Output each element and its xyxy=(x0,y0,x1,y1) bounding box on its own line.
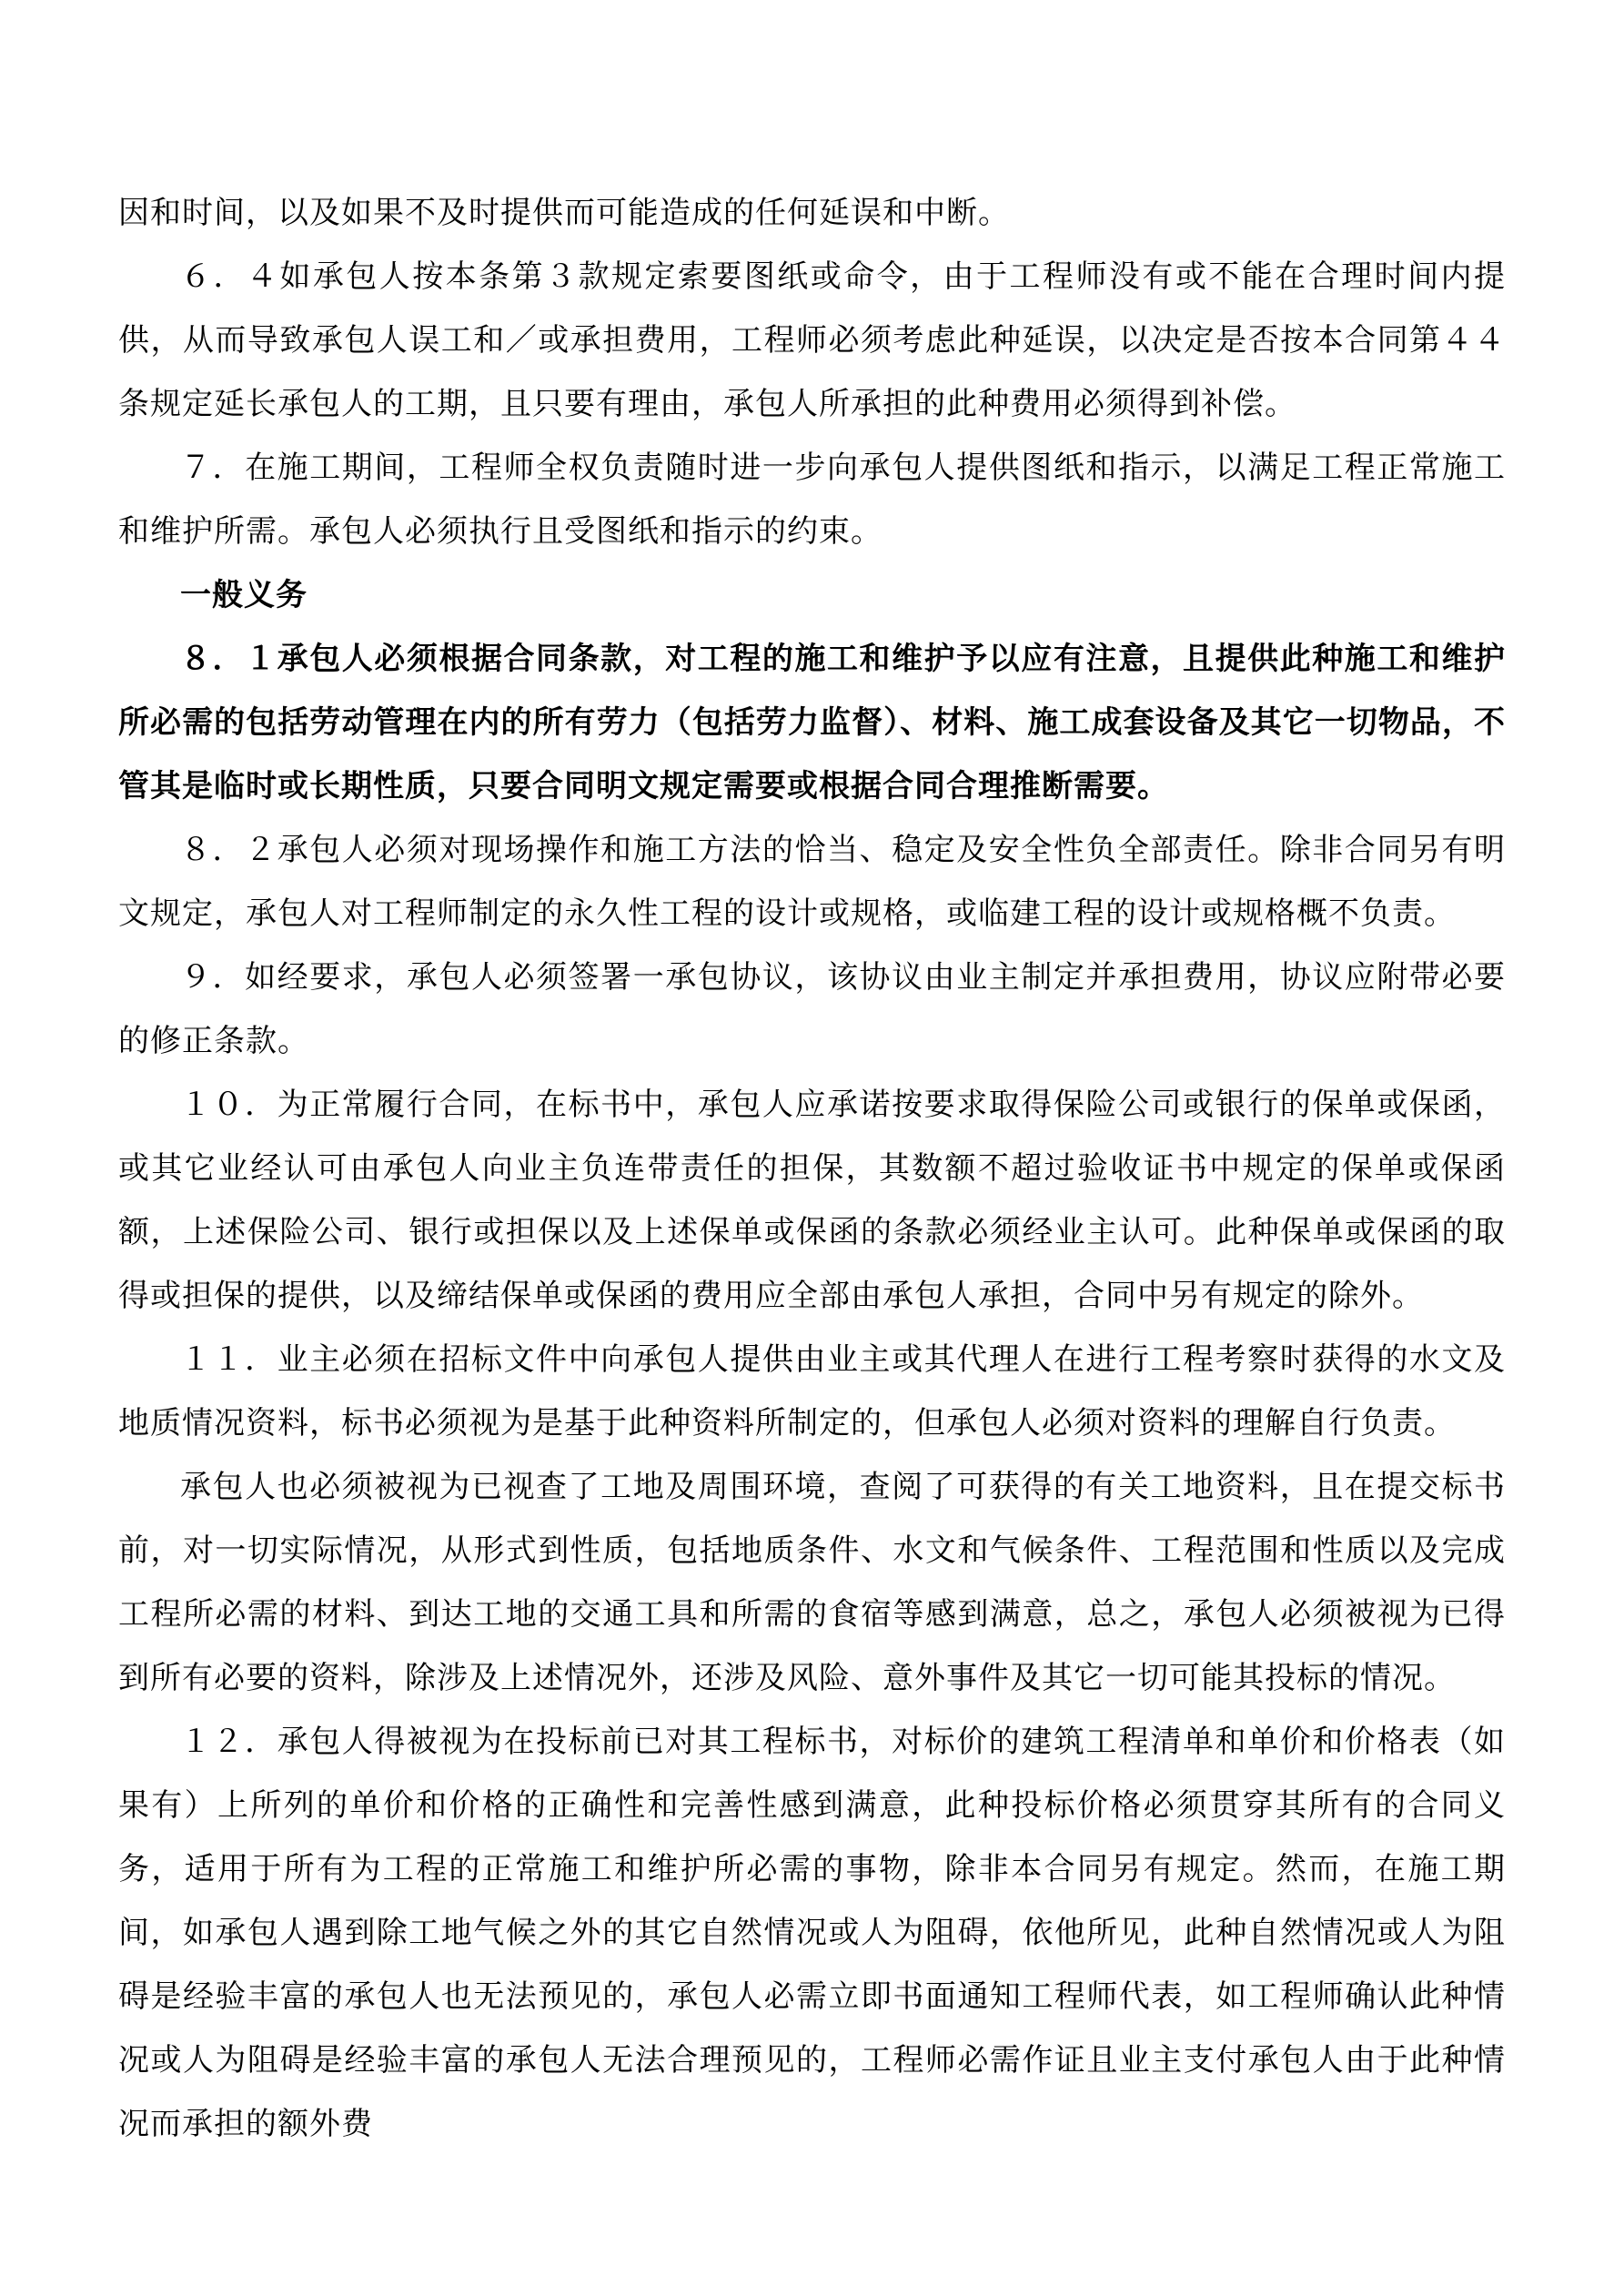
clause-9-paragraph: ９．如经要求，承包人必须签署一承包协议，该协议由业主制定并承担费用，协议应附带必要的修正条款。 xyxy=(118,961,1506,1058)
clause-10-paragraph: １０．为正常履行合同，在标书中，承包人应承诺按要求取得保险公司或银行的保单或保函，或其它业经认可由承包人向业主负连带责任的担保，其数额不超过验收证书中规定的保单或保函额，上述保险公司、银行或担保以及上述保单或保函的条款必须经业主认可。此种保单或保函的取得或担保的提供，以及缔结保单或保函的费用应全部由承包人承担，合同中另有规定的除外。 xyxy=(118,1088,1506,1313)
clause-12-paragraph: １２．承包人得被视为在投标前已对其工程标书，对标价的建筑工程清单和单价和价格表（如果有）上所列的单价和价格的正确性和完善性感到满意，此种投标价格必须贯穿其所有的合同义务，适用于所有为工程的正常施工和维护所必需的事物，除非本合同另有规定。然而，在施工期间，如承包人遇到除工地气候之外的其它自然情况或人为阻碍，依他所见，此种自然情况或人为阻碍是经验丰富的承包人也无法预见的，承包人必需立即书面通知工程师代表，如工程师确认此种情况或人为阻碍是经验丰富的承包人无法合理预见的，工程师必需作证且业主支付承包人由于此种情况而承担的额外费 xyxy=(118,1725,1506,2141)
clause-11-paragraph: １１．业主必须在招标文件中向承包人提供由业主或其代理人在进行工程考察时获得的水文及地质情况资料，标书必须视为是基于此种资料所制定的，但承包人必须对资料的理解自行负责。 xyxy=(118,1343,1506,1441)
clause-6-4-paragraph: ６．４如承包人按本条第３款规定索要图纸或命令，由于工程师没有或不能在合理时间内提供，从而导致承包人误工和／或承担费用，工程师必须考虑此种延误，以决定是否按本合同第４４条规定延长承包人的工期，且只要有理由，承包人所承担的此种费用必须得到补偿。 xyxy=(118,260,1506,421)
clause-7-paragraph: ７．在施工期间，工程师全权负责随时进一步向承包人提供图纸和指示，以满足工程正常施工和维护所需。承包人必须执行且受图纸和指示的约束。 xyxy=(118,451,1506,549)
heading-general-obligations: 一般义务 xyxy=(180,579,308,612)
continuation-paragraph: 因和时间，以及如果不及时提供而可能造成的任何延误和中断。 xyxy=(118,197,1010,230)
clause-11-continuation-paragraph: 承包人也必须被视为已视查了工地及周围环境，查阅了可获得的有关工地资料，且在提交标书前，对一切实际情况，从形式到性质，包括地质条件、水文和气候条件、工程范围和性质以及完成工程所必需的材料、到达工地的交通工具和所需的食宿等感到满意，总之，承包人必须被视为已得到所有必要的资料，除涉及上述情况外，还涉及风险、意外事件及其它一切可能其投标的情况。 xyxy=(118,1471,1506,1695)
clause-8-2-paragraph: ８．２承包人必须对现场操作和施工方法的恰当、稳定及安全性负全部责任。除非合同另有明文规定，承包人对工程师制定的永久性工程的设计或规格，或临建工程的设计或规格概不负责。 xyxy=(118,834,1506,931)
document-body xyxy=(118,182,1506,2157)
clause-8-1-paragraph: ８．１承包人必须根据合同条款，对工程的施工和维护予以应有注意，且提供此种施工和维护所必需的包括劳动管理在内的所有劳力（包括劳力监督）、材料、施工成套设备及其它一切物品，不管其是临时或长期性质，只要合同明文规定需要或根据合同合理推断需要。 xyxy=(118,642,1506,804)
